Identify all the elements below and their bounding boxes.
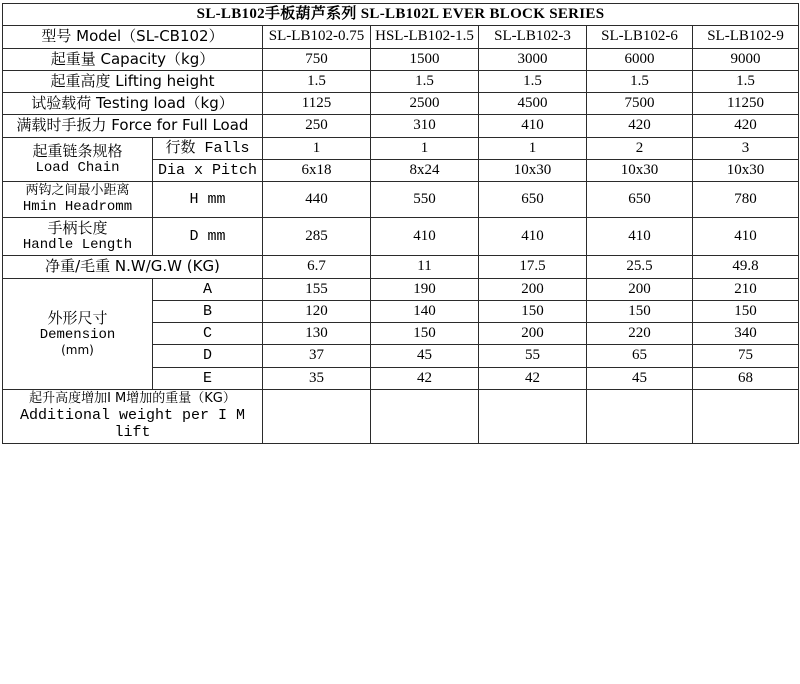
cell-dim-e-4: 45: [587, 367, 693, 389]
cell-dim-c-1: 130: [263, 323, 371, 345]
cell-capacity-2: 1500: [371, 48, 479, 70]
cell-force-5: 420: [693, 115, 799, 137]
column-header-5: SL-LB102-9: [693, 26, 799, 48]
cell-dim-a-2: 190: [371, 278, 479, 300]
table-row: [3, 137, 799, 159]
cell-dim-a-5: 210: [693, 278, 799, 300]
footer-cell-5: [693, 389, 799, 443]
cell-dia-pitch-1: 6x18: [263, 159, 371, 181]
cell-dim-c-4: 220: [587, 323, 693, 345]
table-row: [3, 182, 799, 218]
row-label-load-chain: [3, 137, 153, 182]
cell-dim-c-2: 150: [371, 323, 479, 345]
sub-label-c: C: [153, 323, 263, 345]
cell-dim-d-4: 65: [587, 345, 693, 367]
cell-force-1: 250: [263, 115, 371, 137]
footer-cell-1: [263, 389, 371, 443]
table-row: [3, 256, 799, 278]
row-label-force-full-load: 满载时手扳力 Force for Full Load: [3, 115, 263, 137]
cell-falls-3: 1: [479, 137, 587, 159]
row-label-lifting-height: 起重高度 Lifting height: [3, 70, 263, 92]
cell-dim-d-5: 75: [693, 345, 799, 367]
table-row: [3, 278, 799, 300]
column-header-2: HSL-LB102-1.5: [371, 26, 479, 48]
sub-label-dia-pitch: Dia x Pitch: [153, 159, 263, 181]
cell-dim-e-3: 42: [479, 367, 587, 389]
table-row: [3, 48, 799, 70]
handle-label-en: Handle Length: [22, 237, 133, 254]
headroom-label-cn: 两钩之间最小距离: [25, 183, 130, 198]
cell-dim-a-4: 200: [587, 278, 693, 300]
cell-dim-a-3: 200: [479, 278, 587, 300]
cell-headroom-4: 650: [587, 182, 693, 218]
sub-label-d-mm: D mm: [153, 218, 263, 256]
cell-falls-5: 3: [693, 137, 799, 159]
cell-dim-d-1: 37: [263, 345, 371, 367]
table-row: [3, 218, 799, 256]
cell-capacity-3: 3000: [479, 48, 587, 70]
row-label-testing-load: 试验载荷 Testing load（kg）: [3, 93, 263, 115]
cell-dia-pitch-3: 10x30: [479, 159, 587, 181]
table-footer-row: [3, 389, 799, 443]
spec-sheet: [0, 3, 800, 684]
cell-dim-a-1: 155: [263, 278, 371, 300]
cell-falls-2: 1: [371, 137, 479, 159]
cell-weight-2: 11: [371, 256, 479, 278]
cell-dia-pitch-5: 10x30: [693, 159, 799, 181]
cell-force-4: 420: [587, 115, 693, 137]
table-row: [3, 70, 799, 92]
column-header-3: SL-LB102-3: [479, 26, 587, 48]
load-chain-label-en: Load Chain: [35, 159, 120, 176]
cell-weight-5: 49.8: [693, 256, 799, 278]
page-title: SL-LB102手板葫芦系列 SL-LB102L EVER BLOCK SERIES: [3, 4, 799, 26]
cell-lifting-height-5: 1.5: [693, 70, 799, 92]
cell-testing-load-2: 2500: [371, 93, 479, 115]
cell-handle-2: 410: [371, 218, 479, 256]
headroom-label-en: Hmin Headromm: [22, 198, 133, 215]
dimension-label-cn: 外形尺寸: [47, 309, 108, 328]
footer-note-line1: 起升高度增加I M增加的重量（KG）: [29, 390, 236, 406]
row-label-headroom: [3, 182, 153, 218]
column-header-1: SL-LB102-0.75: [263, 26, 371, 48]
sub-label-h-mm: H mm: [153, 182, 263, 218]
row-label-dimension: [3, 278, 153, 389]
cell-dim-b-3: 150: [479, 300, 587, 322]
cell-capacity-5: 9000: [693, 48, 799, 70]
cell-dia-pitch-4: 10x30: [587, 159, 693, 181]
cell-handle-3: 410: [479, 218, 587, 256]
cell-dim-b-4: 150: [587, 300, 693, 322]
cell-lifting-height-1: 1.5: [263, 70, 371, 92]
cell-dim-b-5: 150: [693, 300, 799, 322]
cell-headroom-2: 550: [371, 182, 479, 218]
cell-dia-pitch-2: 8x24: [371, 159, 479, 181]
dimension-unit: (mm): [61, 342, 94, 357]
cell-headroom-1: 440: [263, 182, 371, 218]
dimension-label-en: Demension: [39, 327, 116, 344]
row-label-net-gross-weight: 净重/毛重 N.W/G.W (KG): [3, 256, 263, 278]
cell-falls-4: 2: [587, 137, 693, 159]
footer-cell-2: [371, 389, 479, 443]
model-header-label: 型号 Model（SL-CB102）: [3, 26, 263, 48]
cell-dim-e-1: 35: [263, 367, 371, 389]
sub-label-e: E: [153, 367, 263, 389]
sub-label-d: D: [153, 345, 263, 367]
cell-dim-b-2: 140: [371, 300, 479, 322]
table-row: [3, 115, 799, 137]
cell-lifting-height-3: 1.5: [479, 70, 587, 92]
cell-weight-1: 6.7: [263, 256, 371, 278]
cell-dim-c-5: 340: [693, 323, 799, 345]
sub-label-falls: 行数 Falls: [153, 137, 263, 159]
cell-lifting-height-4: 1.5: [587, 70, 693, 92]
cell-force-2: 310: [371, 115, 479, 137]
cell-dim-e-2: 42: [371, 367, 479, 389]
cell-testing-load-1: 1125: [263, 93, 371, 115]
cell-falls-1: 1: [263, 137, 371, 159]
cell-weight-3: 17.5: [479, 256, 587, 278]
cell-headroom-3: 650: [479, 182, 587, 218]
sub-label-a: A: [153, 278, 263, 300]
column-header-4: SL-LB102-6: [587, 26, 693, 48]
cell-force-3: 410: [479, 115, 587, 137]
cell-capacity-1: 750: [263, 48, 371, 70]
footer-note-line2: Additional weight per I M lift: [19, 406, 246, 442]
cell-dim-d-2: 45: [371, 345, 479, 367]
table-row: [3, 93, 799, 115]
cell-lifting-height-2: 1.5: [371, 70, 479, 92]
cell-testing-load-3: 4500: [479, 93, 587, 115]
footer-cell-3: [479, 389, 587, 443]
cell-dim-e-5: 68: [693, 367, 799, 389]
footer-cell-4: [587, 389, 693, 443]
cell-dim-b-1: 120: [263, 300, 371, 322]
footer-note: [3, 389, 263, 443]
sub-label-b: B: [153, 300, 263, 322]
load-chain-label-cn: 起重链条规格: [32, 141, 123, 160]
cell-handle-4: 410: [587, 218, 693, 256]
cell-handle-5: 410: [693, 218, 799, 256]
table-title-row: [3, 4, 799, 26]
row-label-capacity: 起重量 Capacity（kg）: [3, 48, 263, 70]
cell-testing-load-5: 11250: [693, 93, 799, 115]
cell-weight-4: 25.5: [587, 256, 693, 278]
row-label-handle-length: [3, 218, 153, 256]
cell-headroom-5: 780: [693, 182, 799, 218]
specification-table: [2, 3, 799, 444]
cell-capacity-4: 6000: [587, 48, 693, 70]
cell-dim-d-3: 55: [479, 345, 587, 367]
cell-handle-1: 285: [263, 218, 371, 256]
handle-label-cn: 手柄长度: [47, 219, 108, 238]
table-header-row: [3, 26, 799, 48]
cell-dim-c-3: 200: [479, 323, 587, 345]
cell-testing-load-4: 7500: [587, 93, 693, 115]
